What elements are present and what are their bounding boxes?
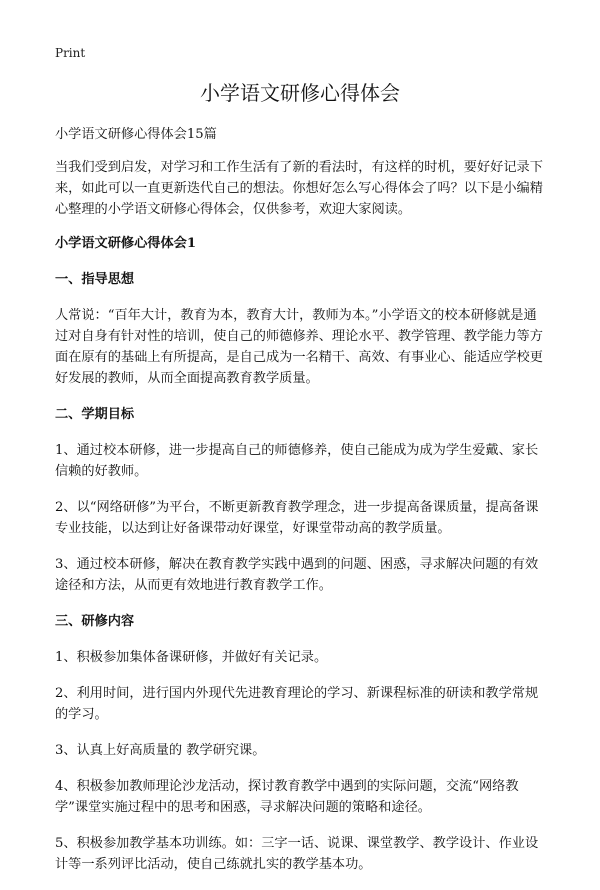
paragraph: 1、通过校本研修，进一步提高自己的师德修养，使自己能成为成为学生爱戴、家长信赖的好教师。 — [55, 443, 539, 479]
paragraph: 1、积极参加集体备课研修，并做好有关记录。 — [55, 650, 328, 665]
paragraph: 2、利用时间，进行国内外现代先进教育理论的学习、新课程标准的研读和教学常规的学习。 — [55, 686, 539, 722]
heading-semester-goals: 二、学期目标 — [55, 407, 135, 422]
heading-guiding-ideology: 一、指导思想 — [55, 272, 135, 287]
document-body — [55, 124, 547, 890]
paragraph: 5、积极参加教学基本功训练。如：三字一话、说课、课堂教学、教学设计、作业设计等一系列评比活动，使自己练就扎实的教学基本功。 — [55, 836, 539, 872]
intro-paragraph: 当我们受到启发，对学习和工作生活有了新的看法时，有这样的时机，要好好记录下来，如此可以一直更新迭代自己的想法。你想好怎么写心得体会了吗？以下是小编精心整理的小学语文研修心得体会，仅供参考，欢迎大家阅读。 — [55, 160, 543, 217]
heading-study-content: 三、研修内容 — [55, 614, 135, 629]
paragraph: 3、认真上好高质量的 教学研究课。 — [55, 743, 266, 758]
paragraph: 人常说：“百年大计，教育为本，教育大计，教师为本。”小学语文的校本研修就是通过对自身有针对性的培训，使自己的师德修养、理论水平、教学管理、教学能力等方面在原有的基础上有所提高，是自己成为一名精干、高效、有事业心、能适应学校更好发展的教师，从而全面提高教育教学质量。 — [55, 308, 543, 386]
paragraph: 3、通过校本研修，解决在教育教学实践中遇到的问题、困惑，寻求解决问题的有效途径和方法，从而更有效地进行教育教学工作。 — [55, 557, 539, 593]
document-subtitle: 小学语文研修心得体会15篇 — [55, 127, 217, 142]
paragraph: 4、积极参加教师理论沙龙活动，探讨教育教学中遇到的实际问题，交流“网络教学”课堂实施过程中的思考和困惑，寻求解决问题的策略和途径。 — [55, 779, 519, 815]
paragraph: 2、以“网络研修”为平台，不断更新教育教学理念，进一步提高备课质量，提高备课专业技能，以达到让好备课带动好课堂，好课堂带动高的教学质量。 — [55, 500, 539, 536]
section-title: 小学语文研修心得体会1 — [55, 236, 197, 251]
page-title: 小学语文研修心得体会 — [200, 81, 400, 105]
print-link[interactable]: Print — [55, 46, 86, 60]
